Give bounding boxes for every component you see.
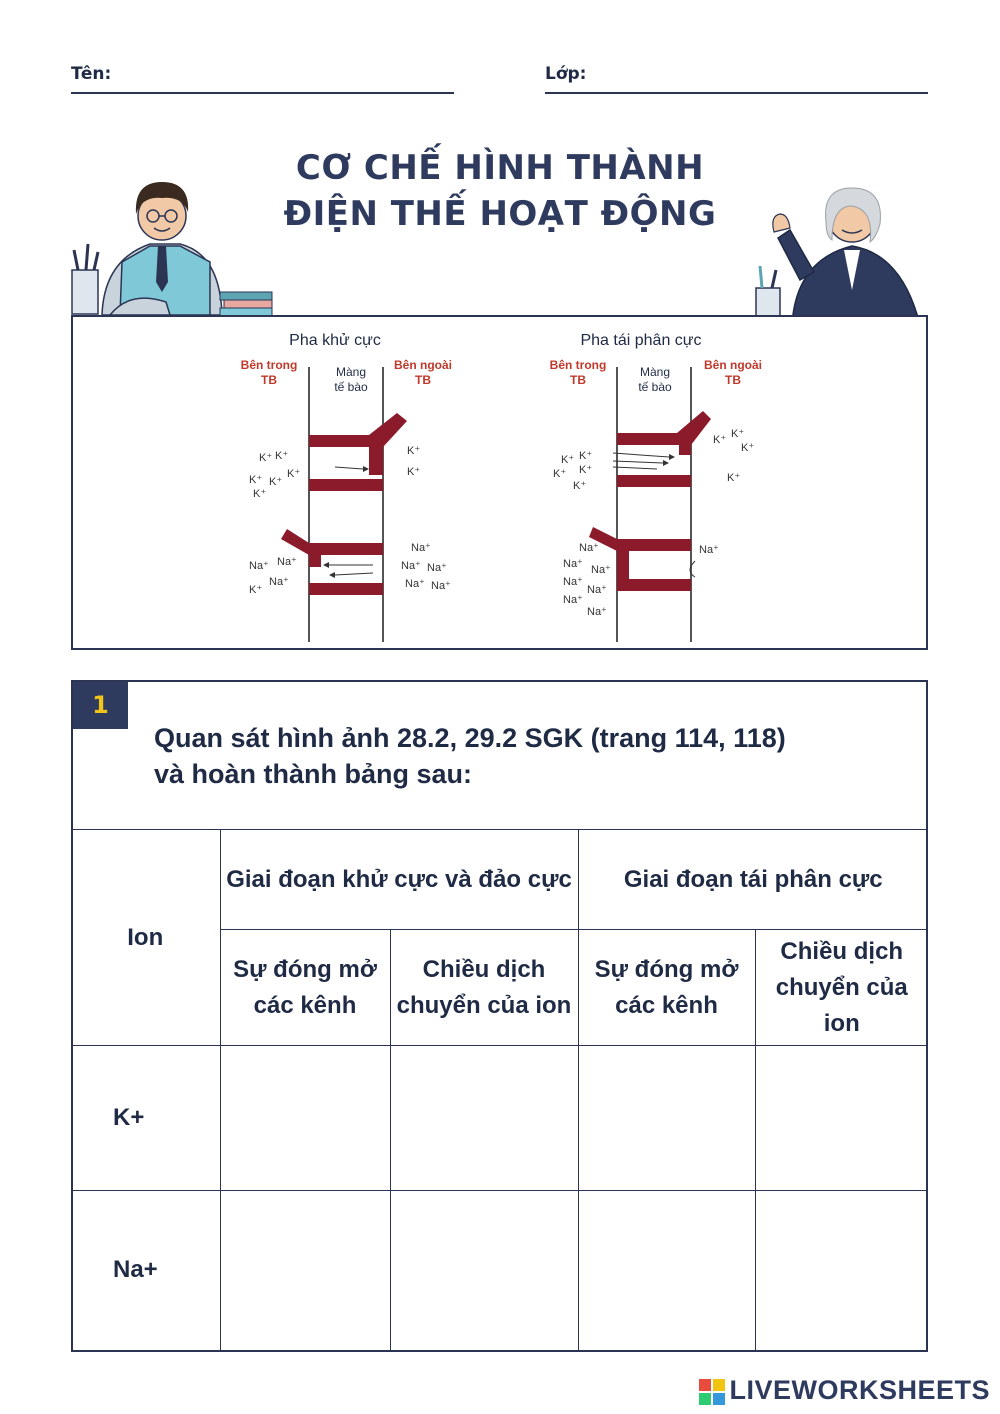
svg-text:Na⁺: Na⁺ [563,558,583,570]
phase2-open-header: Sự đóng mở các kênh [578,930,755,1046]
membrane-figure [73,317,926,648]
row-label-k: K+ [71,1046,220,1191]
teacher-male-illustration [70,170,280,320]
svg-text:K⁺: K⁺ [249,474,263,486]
class-label: Lớp: [545,64,587,84]
svg-text:Na⁺: Na⁺ [411,542,431,554]
svg-text:Na⁺: Na⁺ [563,594,583,606]
table-row-na [71,1191,928,1350]
left-membrane-label: Màng [335,365,367,379]
right-membrane-label-2: tế bào [638,380,672,394]
depolarization-diagram [241,332,452,642]
k-phase1-open-cell[interactable] [220,1046,390,1191]
svg-text:K⁺: K⁺ [275,450,289,462]
svg-text:Na⁺: Na⁺ [431,580,451,592]
phase1-direction-header: Chiều dịch chuyển của ion [390,930,578,1046]
left-outside-label: Bên ngoài [393,358,453,372]
left-inside-label-2: TB [261,373,277,387]
liveworksheets-logo-icon [699,1379,725,1405]
right-membrane-label: Màng [639,365,671,379]
answer-table [71,829,928,1350]
svg-text:Na⁺: Na⁺ [699,544,719,556]
svg-text:Na⁺: Na⁺ [405,578,425,590]
svg-text:K⁺: K⁺ [287,468,301,480]
svg-text:K⁺: K⁺ [407,445,421,457]
question-number-badge: 1 [73,682,128,729]
svg-text:Na⁺: Na⁺ [277,556,297,568]
k-phase2-direction-cell[interactable] [755,1046,928,1191]
svg-text:Na⁺: Na⁺ [427,562,447,574]
question-text-line2: và hoàn thành bảng sau: [154,759,473,789]
svg-text:Na⁺: Na⁺ [269,576,289,588]
right-inside-label: Bên trong [549,358,607,372]
na-phase2-open-cell[interactable] [578,1191,755,1350]
repolarization-diagram [550,332,762,642]
right-outside-label-2: TB [725,373,741,387]
depolarization-title: Pha khử cực [289,332,381,349]
table-row-k [71,1046,928,1191]
svg-text:K⁺: K⁺ [573,480,587,492]
svg-text:K⁺: K⁺ [249,584,263,596]
question-text [154,720,786,792]
liveworksheets-logo-text: LIVEWORKSHEETS [729,1375,990,1405]
svg-text:K⁺: K⁺ [553,468,567,480]
svg-text:K⁺: K⁺ [731,428,745,440]
svg-text:Na⁺: Na⁺ [563,576,583,588]
k-phase1-direction-cell[interactable] [390,1046,578,1191]
phase2-direction-header: Chiều dịch chuyển của ion [755,930,928,1046]
svg-text:Na⁺: Na⁺ [579,542,599,554]
row-label-na: Na+ [71,1191,220,1350]
phase2-header: Giai đoạn tái phân cực [578,830,928,930]
svg-text:Na⁺: Na⁺ [249,560,269,572]
ion-header: Ion [71,830,220,1046]
svg-text:K⁺: K⁺ [741,442,755,454]
phase1-header: Giai đoạn khử cực và đảo cực [220,830,578,930]
liveworksheets-logo[interactable] [699,1375,990,1406]
left-outside-label-2: TB [415,373,431,387]
question-text-line1: Quan sát hình ảnh 28.2, 29.2 SGK (trang 114, 118) [154,723,786,753]
phase1-open-header: Sự đóng mở các kênh [220,930,390,1046]
page-title-line2: ĐIỆN THẾ HOẠT ĐỘNG [283,194,717,234]
name-label: Tên: [71,64,112,84]
svg-text:K⁺: K⁺ [579,450,593,462]
page-title-line1: CƠ CHẾ HÌNH THÀNH [295,148,705,188]
left-inside-label: Bên trong [240,358,298,372]
repolarization-title: Pha tái phân cực [580,332,702,349]
name-input-line[interactable] [71,92,454,94]
svg-text:K⁺: K⁺ [727,472,741,484]
k-phase2-open-cell[interactable] [578,1046,755,1191]
na-phase1-direction-cell[interactable] [390,1191,578,1350]
right-inside-label-2: TB [570,373,586,387]
svg-text:K⁺: K⁺ [561,454,575,466]
right-outside-label: Bên ngoài [703,358,763,372]
na-phase1-open-cell[interactable] [220,1191,390,1350]
na-phase2-direction-cell[interactable] [755,1191,928,1350]
svg-text:K⁺: K⁺ [407,466,421,478]
teacher-female-illustration [752,180,932,330]
svg-text:K⁺: K⁺ [269,476,283,488]
svg-text:K⁺: K⁺ [713,434,727,446]
svg-text:Na⁺: Na⁺ [587,606,607,618]
svg-text:K⁺: K⁺ [259,452,273,464]
svg-text:Na⁺: Na⁺ [591,564,611,576]
svg-text:K⁺: K⁺ [253,488,267,500]
svg-text:Na⁺: Na⁺ [401,560,421,572]
class-input-line[interactable] [545,92,928,94]
left-membrane-label-2: tế bào [334,380,368,394]
svg-text:K⁺: K⁺ [579,464,593,476]
svg-text:Na⁺: Na⁺ [587,584,607,596]
